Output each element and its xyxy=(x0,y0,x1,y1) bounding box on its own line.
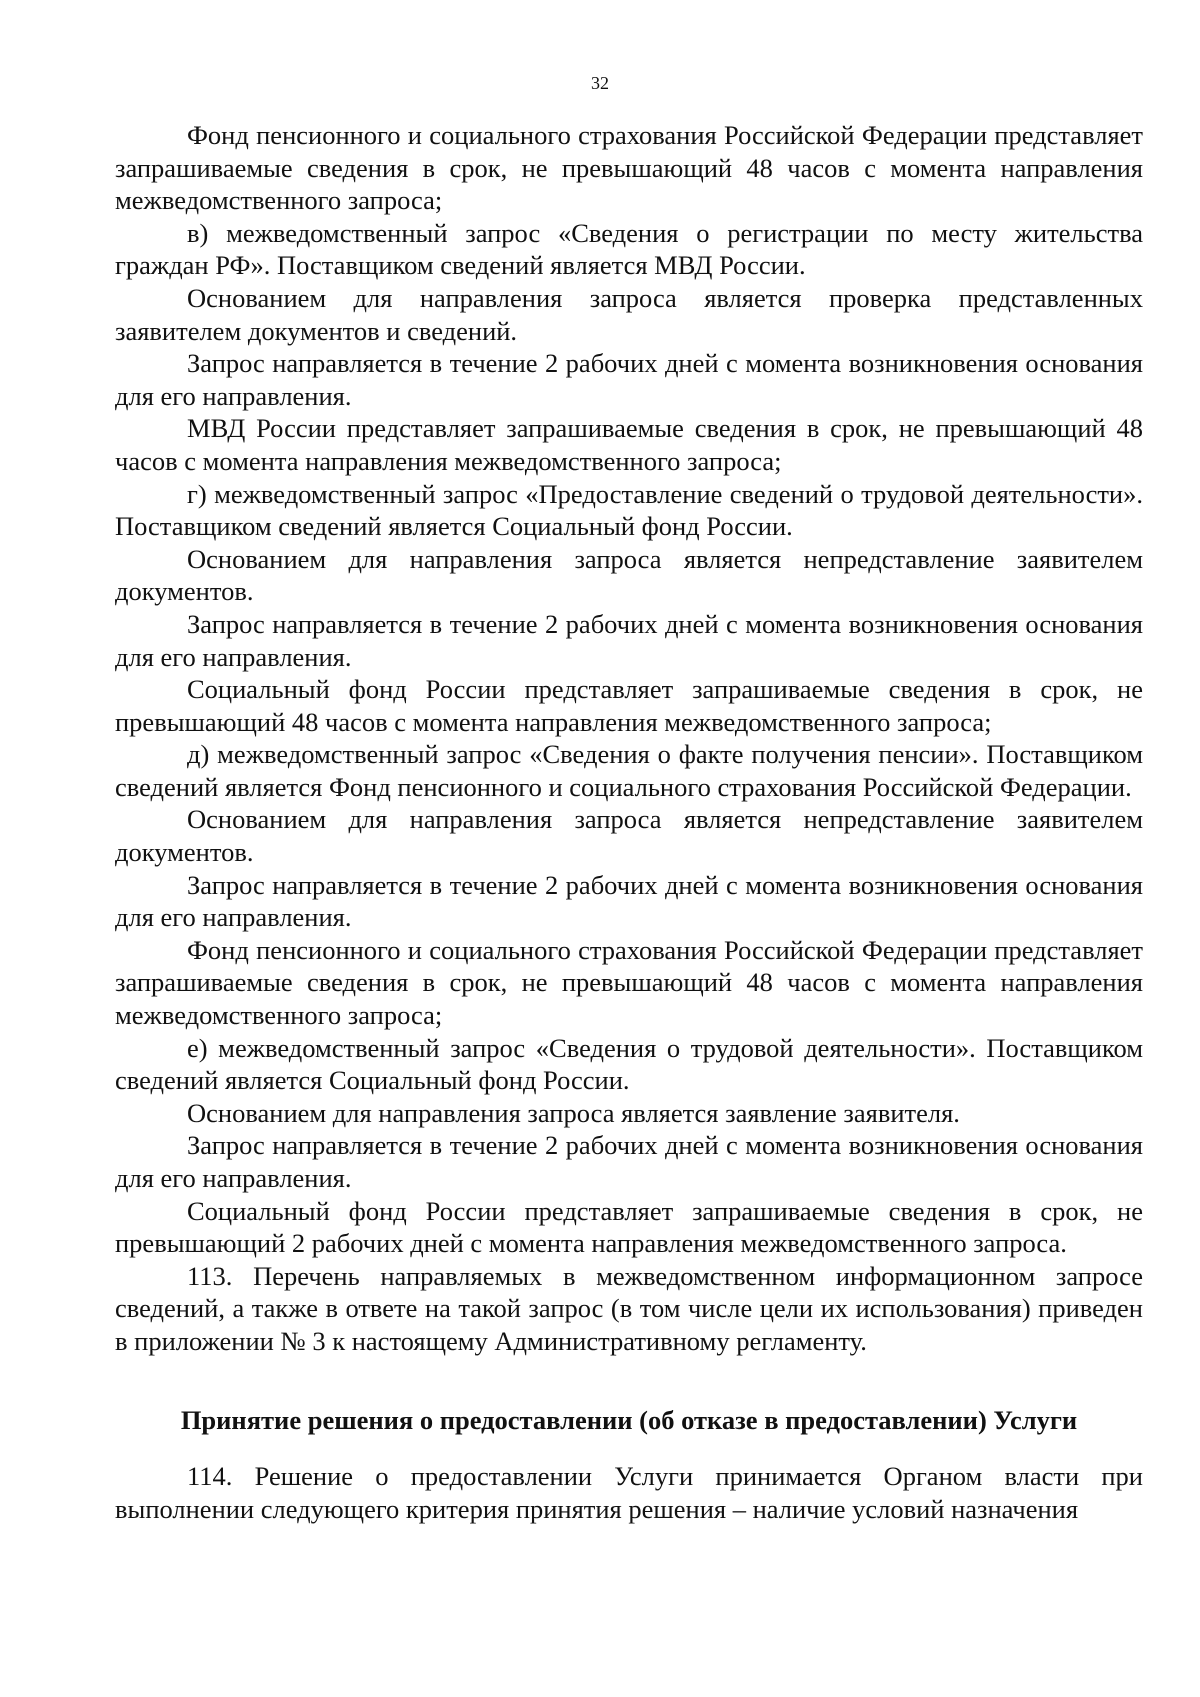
paragraph: Основанием для направления запроса является заявление заявителя. xyxy=(187,1097,960,1128)
paragraph: Основанием для направления запроса является непредставление заявителем документов. xyxy=(115,543,1143,607)
paragraph: Запрос направляется в течение 2 рабочих дней с момента возникновения основания для его направления. xyxy=(115,348,1143,411)
paragraph: д) межведомственный запрос «Сведения о факте получения пенсии». Поставщиком сведений является Фонд пенсионного и социального страхования Российской Федерации. xyxy=(115,739,1143,802)
paragraph: МВД России представляет запрашиваемые сведения в срок, не превышающий 48 часов с момента направления межведомственного запроса; xyxy=(115,413,1143,476)
paragraph: Фонд пенсионного и социального страхования Российской Федерации представляет запрашиваемые сведения в срок, не превышающий 48 часов с момента направления межведомственного запроса; xyxy=(115,934,1143,1031)
paragraph: Основанием для направления запроса является непредставление заявителем документов. xyxy=(115,804,1143,868)
paragraph: Фонд пенсионного и социального страхования Российской Федерации представляет запрашиваемые сведения в срок, не превышающий 48 часов с момента направления межведомственного запроса; xyxy=(115,120,1143,216)
document-body xyxy=(115,119,1143,1525)
paragraph: Запрос направляется в течение 2 рабочих дней с момента возникновения основания для его направления. xyxy=(115,608,1143,672)
paragraph: е) межведомственный запрос «Сведения о трудовой деятельности». Поставщиком сведений является Социальный фонд России. xyxy=(115,1032,1143,1096)
paragraph: Основанием для направления запроса является проверка представленных заявителем документов и сведений. xyxy=(115,282,1143,346)
page-number: 32 xyxy=(591,73,609,93)
paragraph: в) межведомственный запрос «Сведения о регистрации по месту жительства граждан РФ». Поставщиком сведений является МВД России. xyxy=(115,217,1143,281)
paragraph: Социальный фонд России представляет запрашиваемые сведения в срок, не превышающий 2 рабочих дней с момента направления межведомственного запроса. xyxy=(115,1195,1143,1259)
paragraph: Запрос направляется в течение 2 рабочих дней с момента возникновения основания для его направления. xyxy=(115,869,1143,933)
paragraph: г) межведомственный запрос «Предоставление сведений о трудовой деятельности». Поставщиком сведений является Социальный фонд России. xyxy=(115,478,1143,542)
paragraph: Социальный фонд России представляет запрашиваемые сведения в срок, не превышающий 48 часов с момента направления межведомственного запроса; xyxy=(115,674,1143,737)
section-heading: Принятие решения о предоставлении (об отказе в предоставлении) Услуги xyxy=(180,1404,1078,1435)
paragraph: Запрос направляется в течение 2 рабочих дней с момента возникновения основания для его направления. xyxy=(115,1130,1143,1193)
paragraph: 114. Решение о предоставлении Услуги принимается Органом власти при выполнении следующего критерия принятия решения – наличие условий назначения xyxy=(115,1461,1143,1524)
paragraph: 113. Перечень направляемых в межведомственном информационном запросе сведений, а также в ответе на такой запрос (в том числе цели их использования) приведен в приложении № 3 к настоящему Административному регламенту. xyxy=(115,1260,1143,1356)
